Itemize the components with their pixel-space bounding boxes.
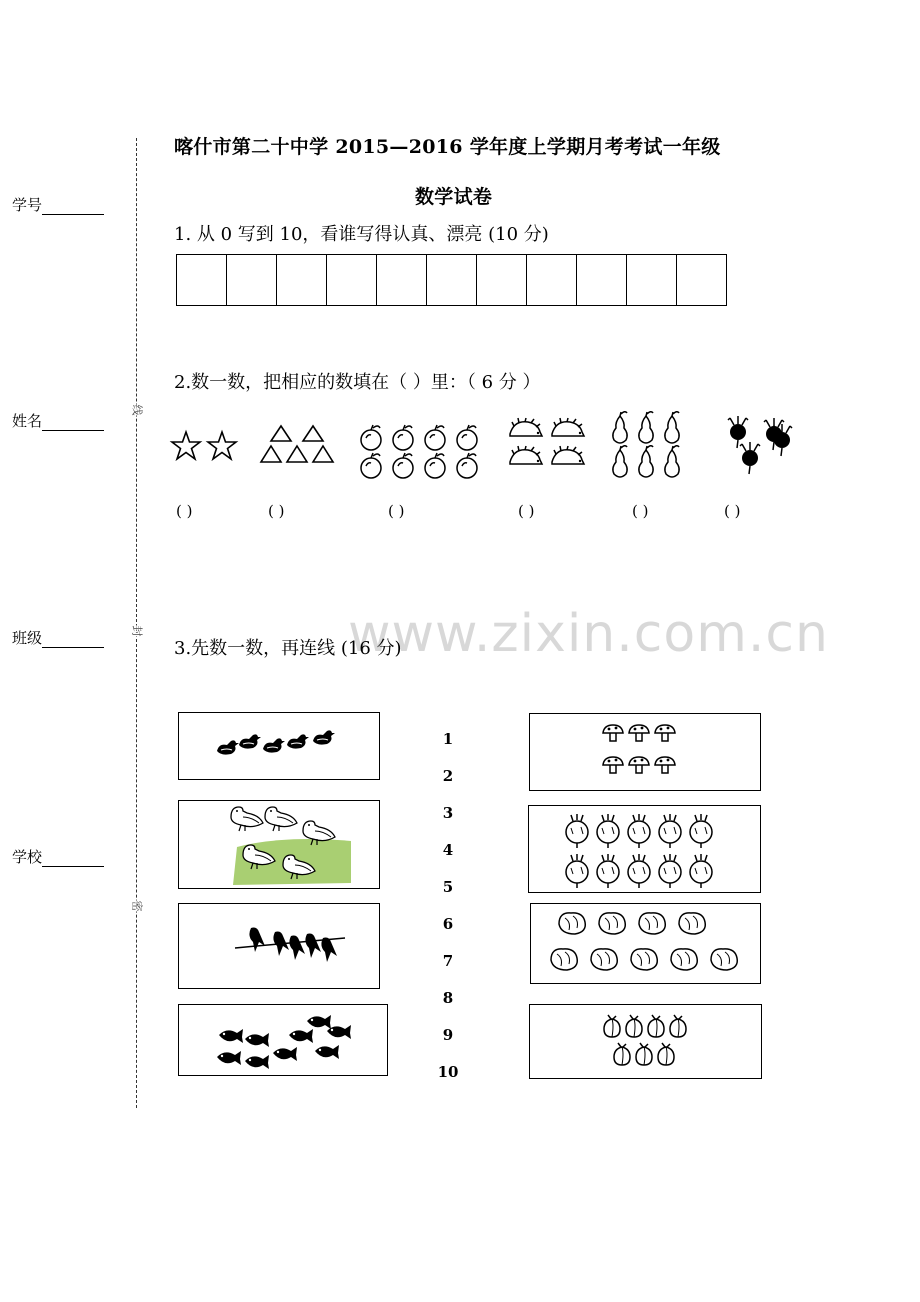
beets-picture: [563, 812, 723, 890]
hedgehog-icon: [552, 418, 584, 436]
pigeons-picture: [223, 801, 353, 887]
apple-icon: [361, 425, 381, 450]
apple-icon: [361, 453, 381, 478]
number-3[interactable]: 3: [442, 804, 454, 822]
mushrooms-box[interactable]: [529, 713, 761, 791]
peach-icon: [648, 1015, 664, 1037]
apple-icon: [457, 453, 477, 478]
peaches-picture: [598, 1013, 698, 1073]
name-label: 姓名: [12, 412, 43, 430]
student-id-field[interactable]: [12, 194, 104, 215]
cabbage-icon: [679, 913, 705, 934]
mushroom-icon: [603, 725, 623, 741]
number-4[interactable]: 4: [442, 841, 454, 859]
number-10[interactable]: 10: [437, 1063, 459, 1081]
pear-icon: [665, 412, 679, 443]
binding-dashed-line: [136, 138, 137, 1108]
cabbage-icon: [559, 913, 585, 934]
beet-icon: [597, 814, 619, 848]
triangle-icon: [261, 446, 281, 462]
student-id-label: 学号: [12, 196, 43, 214]
fish-icon: [289, 1029, 313, 1043]
duck-icon: [217, 740, 239, 754]
beet-icon: [659, 814, 681, 848]
cabbage-icon: [551, 949, 577, 970]
hedgehog-icon: [510, 418, 542, 436]
number-6[interactable]: 6: [442, 915, 454, 933]
writing-cell[interactable]: [427, 255, 477, 305]
pigeon-icon: [265, 807, 297, 831]
writing-cell[interactable]: [477, 255, 527, 305]
school-field[interactable]: [12, 846, 104, 867]
beets-box[interactable]: [528, 805, 761, 893]
swallow-icon: [321, 938, 337, 963]
triangle-icon: [271, 426, 291, 441]
class-field[interactable]: [12, 627, 104, 648]
beet-icon: [628, 814, 650, 848]
apple-icon: [457, 425, 477, 450]
cabbage-icon: [591, 949, 617, 970]
peach-icon: [604, 1015, 620, 1037]
hedgehog-icon: [510, 446, 542, 464]
triangles-group: [259, 424, 339, 466]
question-3-text: 3.先数一数，再连线 (16 分): [174, 638, 402, 659]
cabbages-picture: [547, 906, 747, 980]
ducks-picture: [215, 725, 345, 765]
name-blank[interactable]: [42, 416, 104, 431]
duck-icon: [239, 734, 261, 748]
class-blank[interactable]: [42, 633, 104, 648]
seal-char-line: 线: [130, 404, 144, 416]
answer-blank-stars[interactable]: ( ): [176, 502, 193, 520]
radish-icon: [728, 416, 748, 448]
swallow-icon: [289, 936, 305, 961]
cabbages-box[interactable]: [530, 903, 761, 984]
watermark-text: www.zixin.com.cn: [348, 604, 829, 664]
mushroom-icon: [629, 725, 649, 741]
mushroom-icon: [655, 725, 675, 741]
beet-icon: [628, 854, 650, 888]
triangle-icon: [313, 446, 333, 462]
radishes-group: [724, 414, 796, 480]
pigeon-icon: [231, 807, 263, 831]
question-2-text: 2.数一数，把相应的数填在（ ）里：（ 6 分 ）: [174, 372, 541, 393]
beet-icon: [659, 854, 681, 888]
exam-title: 喀什市第二十中学 2015—2016 学年度上学期月考考试一年级: [174, 136, 721, 158]
peach-icon: [670, 1015, 686, 1037]
cabbage-icon: [639, 913, 665, 934]
duck-icon: [313, 730, 335, 744]
pigeons-box[interactable]: [178, 800, 380, 889]
writing-cell[interactable]: [677, 255, 726, 305]
beet-icon: [690, 854, 712, 888]
fish-icon: [217, 1051, 241, 1065]
writing-cell[interactable]: [177, 255, 227, 305]
mushrooms-picture: [600, 722, 690, 782]
cabbage-icon: [631, 949, 657, 970]
pear-icon: [639, 446, 653, 477]
fish-icon: [273, 1047, 297, 1061]
ducks-box[interactable]: [178, 712, 380, 780]
fish-icon: [245, 1033, 269, 1047]
radish-icon: [772, 424, 792, 456]
answer-blank-hedgehogs[interactable]: ( ): [518, 502, 535, 520]
pear-icon: [665, 446, 679, 477]
stars-group: [170, 430, 242, 462]
writing-cell[interactable]: [527, 255, 577, 305]
question-1-text: 1. 从 0 写到 10，看谁写得认真、漂亮 (10 分): [174, 224, 549, 245]
writing-grid: [176, 254, 727, 306]
duck-icon: [287, 734, 309, 748]
school-label: 学校: [12, 848, 43, 866]
peach-icon: [626, 1015, 642, 1037]
number-7[interactable]: 7: [442, 952, 454, 970]
apple-icon: [393, 453, 413, 478]
writing-cell[interactable]: [327, 255, 377, 305]
apple-icon: [393, 425, 413, 450]
writing-cell[interactable]: [577, 255, 627, 305]
fish-icon: [245, 1055, 269, 1069]
number-2[interactable]: 2: [442, 767, 454, 785]
student-id-blank[interactable]: [42, 200, 104, 215]
answer-blank-triangles[interactable]: ( ): [268, 502, 285, 520]
school-blank[interactable]: [42, 852, 104, 867]
exam-subtitle: 数学试卷: [415, 186, 493, 208]
swallow-icon: [305, 934, 321, 959]
name-field[interactable]: [12, 410, 104, 431]
fish-icon: [315, 1045, 339, 1059]
class-label: 班级: [12, 629, 43, 647]
peach-icon: [658, 1043, 674, 1065]
answer-blank-pears[interactable]: ( ): [632, 502, 649, 520]
apple-icon: [425, 453, 445, 478]
peaches-box[interactable]: [529, 1004, 762, 1079]
apple-icon: [425, 425, 445, 450]
fish-picture: [213, 1009, 363, 1073]
fish-box[interactable]: [178, 1004, 388, 1076]
beet-icon: [597, 854, 619, 888]
mushroom-icon: [603, 757, 623, 773]
hedgehog-icon: [552, 446, 584, 464]
seal-char-secret: 密: [130, 900, 144, 912]
writing-cell[interactable]: [627, 255, 677, 305]
writing-cell[interactable]: [227, 255, 277, 305]
writing-cell[interactable]: [377, 255, 427, 305]
radish-icon: [740, 442, 760, 474]
peach-icon: [614, 1043, 630, 1065]
number-5[interactable]: 5: [442, 878, 454, 896]
apples-group: [356, 424, 486, 480]
answer-blank-radishes[interactable]: ( ): [724, 502, 741, 520]
pear-icon: [639, 412, 653, 443]
pear-icon: [613, 446, 627, 477]
beet-icon: [566, 814, 588, 848]
duck-icon: [263, 738, 285, 752]
number-9[interactable]: 9: [442, 1026, 454, 1044]
number-1[interactable]: 1: [442, 730, 454, 748]
pear-icon: [613, 412, 627, 443]
triangle-icon: [287, 446, 307, 462]
answer-blank-apples[interactable]: ( ): [388, 502, 405, 520]
pears-group: [608, 410, 690, 478]
star-icon: [172, 432, 200, 459]
beet-icon: [690, 814, 712, 848]
cabbage-icon: [671, 949, 697, 970]
triangle-icon: [303, 426, 323, 441]
cabbage-icon: [599, 913, 625, 934]
number-8[interactable]: 8: [442, 989, 454, 1007]
fish-icon: [219, 1029, 243, 1043]
swallow-icon: [249, 928, 265, 953]
seal-char-seal: 封: [130, 625, 144, 637]
cabbage-icon: [711, 949, 737, 970]
hedgehogs-group: [506, 416, 588, 474]
swallows-picture: [235, 918, 345, 978]
beet-icon: [566, 854, 588, 888]
star-icon: [208, 432, 236, 459]
writing-cell[interactable]: [277, 255, 327, 305]
mushroom-icon: [629, 757, 649, 773]
peach-icon: [636, 1043, 652, 1065]
swallows-box[interactable]: [178, 903, 380, 989]
fish-icon: [307, 1015, 331, 1029]
mushroom-icon: [655, 757, 675, 773]
